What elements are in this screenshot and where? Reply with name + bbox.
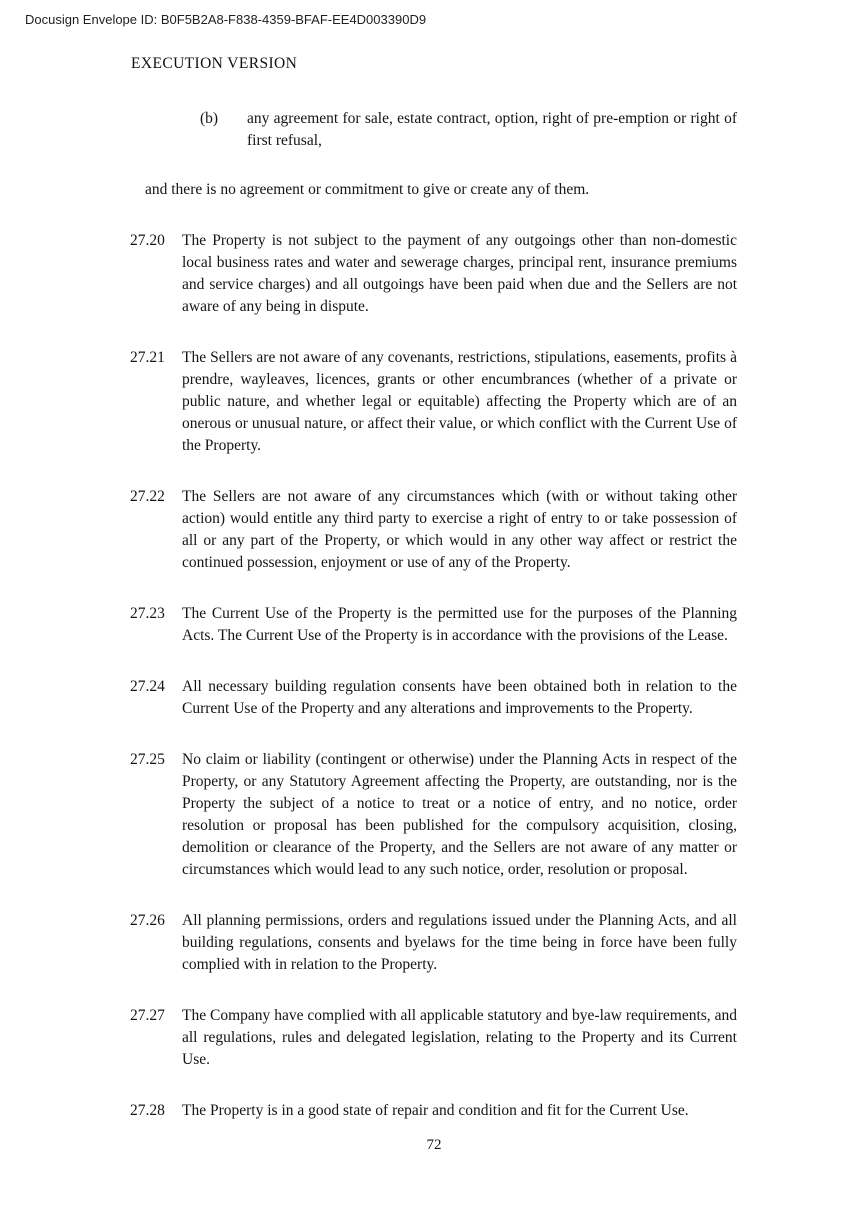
clause-number: 27.23 (130, 605, 165, 622)
subclause-text: any agreement for sale, estate contract, option, right of pre-emption or right of first refusal, (247, 110, 737, 149)
clause-27-24 (130, 676, 737, 720)
clause-number: 27.27 (130, 1007, 165, 1024)
execution-version-label: EXECUTION VERSION (131, 55, 298, 72)
clause-27-20 (130, 230, 737, 318)
clause-text: All necessary building regulation consents have been obtained both in relation to the Current Use of the Property and any alterations and improvements to the Property. (182, 678, 737, 717)
clause-number: 27.25 (130, 751, 165, 768)
subclause-label: (b) (200, 110, 219, 127)
clause-text: The Sellers are not aware of any covenants, restrictions, stipulations, easements, profits à prendre, wayleaves, licences, grants or other encumbrances (whether of a private or public nature, and whether legal or equitable) affecting the Property which are of an onerous or unusual nature, or affect their value, or which conflict with the Current Use of the Property. (182, 349, 737, 454)
page-number: 72 (426, 1137, 442, 1153)
clause-27-21 (130, 347, 737, 457)
clause-text: No claim or liability (contingent or otherwise) under the Planning Acts in respect of the Property, or any Statutory Agreement affecting the Property, are outstanding, nor is the Property the subject of a notice to treat or a notice of entry, and no notice, order resolution or proposal has been published for the compulsory acquisition, closing, demolition or clearance of the Property, and the Sellers are not aware of any matter or circumstances which would lead to any such notice, order, resolution or proposal. (182, 751, 737, 878)
docusign-envelope-id: Docusign Envelope ID: B0F5B2A8-F838-4359-BFAF-EE4D003390D9 (25, 12, 427, 27)
clause-27-23 (130, 603, 737, 647)
clause-text: The Property is in a good state of repair and condition and fit for the Current Use. (182, 1102, 689, 1119)
clause-27-26 (130, 910, 737, 976)
clause-number: 27.26 (130, 912, 165, 929)
clause-text: The Property is not subject to the payment of any outgoings other than non-domestic local business rates and water and sewerage charges, principal rent, insurance premiums and service charges) and all outgoings have been paid when due and the Sellers are not aware of any being in dispute. (182, 232, 737, 315)
clause-text: The Sellers are not aware of any circumstances which (with or without taking other action) would entitle any third party to exercise a right of entry to or take possession of all or any part of the Property, or which would in any other way affect or restrict the continued possession, enjoyment or use of any of the Property. (182, 488, 737, 571)
clause-text: The Current Use of the Property is the permitted use for the purposes of the Planning Acts. The Current Use of the Property is in accordance with the provisions of the Lease. (182, 605, 737, 644)
clause-27-27 (130, 1005, 737, 1071)
clause-27-25 (130, 749, 737, 881)
clause-number: 27.21 (130, 349, 165, 366)
subclause-b (200, 108, 737, 152)
clause-text: The Company have complied with all applicable statutory and bye-law requirements, and all regulations, rules and delegated legislation, relating to the Property and its Current Use. (182, 1007, 737, 1068)
document-body (130, 108, 737, 1151)
clause-27-22 (130, 486, 737, 574)
continuation-paragraph: and there is no agreement or commitment to give or create any of them. (145, 181, 590, 198)
clause-number: 27.28 (130, 1102, 165, 1119)
clause-number: 27.20 (130, 232, 165, 249)
clause-27-28 (130, 1100, 737, 1122)
clause-text: All planning permissions, orders and regulations issued under the Planning Acts, and all building regulations, consents and byelaws for the time being in force have been fully complied with in relation to the Property. (182, 912, 737, 973)
clause-number: 27.24 (130, 678, 165, 695)
clause-number: 27.22 (130, 488, 165, 505)
